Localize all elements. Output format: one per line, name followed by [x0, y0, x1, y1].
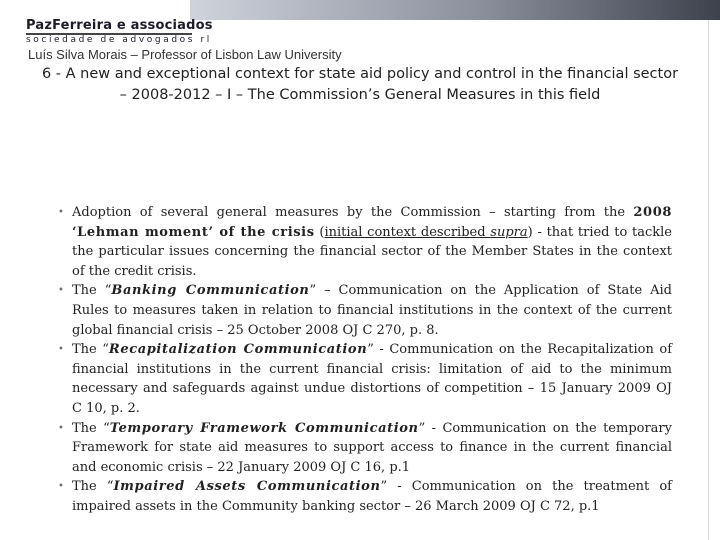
bullet-text: The “ [72, 420, 110, 436]
bullet-icon: • [58, 422, 64, 434]
list-item [58, 419, 672, 478]
firm-name-part2: e associados [112, 18, 213, 33]
right-border-line [708, 20, 709, 540]
top-banner [0, 0, 720, 20]
list-item [58, 340, 672, 418]
bullet-underlined: initial context described [324, 224, 491, 240]
bullet-text: The “ [72, 342, 109, 358]
slide-title: 6 - A new and exceptional context for state aid policy and control in the financial sector – 2008-2012 – I – The Commission’s General Measures in this field [41, 66, 679, 103]
firm-subtitle-wrap [26, 35, 212, 45]
bullet-text: ) - that tried to tackle the particular issues concerning the financial sector of the Member States in the context of the credit crisis. [72, 224, 673, 279]
bullet-icon: • [58, 207, 64, 218]
firm-name-part1: PazFerreira [26, 18, 113, 33]
bullet-emphasis: Temporary Framework Communication [109, 420, 419, 436]
bullet-text: ” - Communication on the treatment of impaired assets in the Community banking sector – 26 March 2009 OJ C 72, p.1 [72, 479, 672, 514]
top-banner-gradient [190, 0, 720, 20]
bullet-icon: • [58, 285, 64, 297]
firm-logo [26, 19, 213, 32]
list-item [58, 203, 672, 281]
bullet-emphasis: Banking Communication [111, 283, 310, 299]
bullet-text: ” - Communication on the temporary Framework for state aid measures to support access to finance in the current financial and economic crisis – 22 January 2009 OJ C 16, p.1 [72, 420, 672, 475]
bullet-icon: • [58, 481, 64, 493]
bullet-text: ” - Communication on the Recapitalization of financial institutions in the current financial crisis: limitation of aid to the minimum necessary and safeguards against undue distortions of competition – 15 January 2009 OJ C 10, p. 2. [72, 342, 673, 416]
bullet-emphasis: 2008 ‘Lehman moment’ of the crisis [72, 205, 672, 240]
bullet-text: The “ [72, 283, 112, 299]
author-line: Luís Silva Morais – Professor of Lisbon Law University [28, 47, 342, 62]
bullet-list [58, 203, 672, 517]
firm-name [26, 19, 213, 32]
bullet-icon: • [58, 344, 64, 356]
bullet-text: Adoption of several general measures by the Commission – starting from the [72, 205, 634, 220]
bullet-text: ( [314, 224, 325, 240]
bullet-underlined-italic: supra [490, 224, 528, 240]
bullet-emphasis: Impaired Assets Communication [113, 479, 381, 495]
bullet-text: ” – Communication on the Application of State Aid Rules to measures taken in relation to financial institutions in the context of the current global financial crisis – 25 October 2008 OJ C 270, p. 8. [72, 283, 673, 338]
bullet-text: The “ [72, 479, 114, 495]
list-item [58, 477, 672, 516]
firm-subtitle: sociedade de advogados rl [26, 35, 212, 45]
list-item [58, 281, 672, 340]
bullet-emphasis: Recapitalization Communication [108, 342, 368, 358]
